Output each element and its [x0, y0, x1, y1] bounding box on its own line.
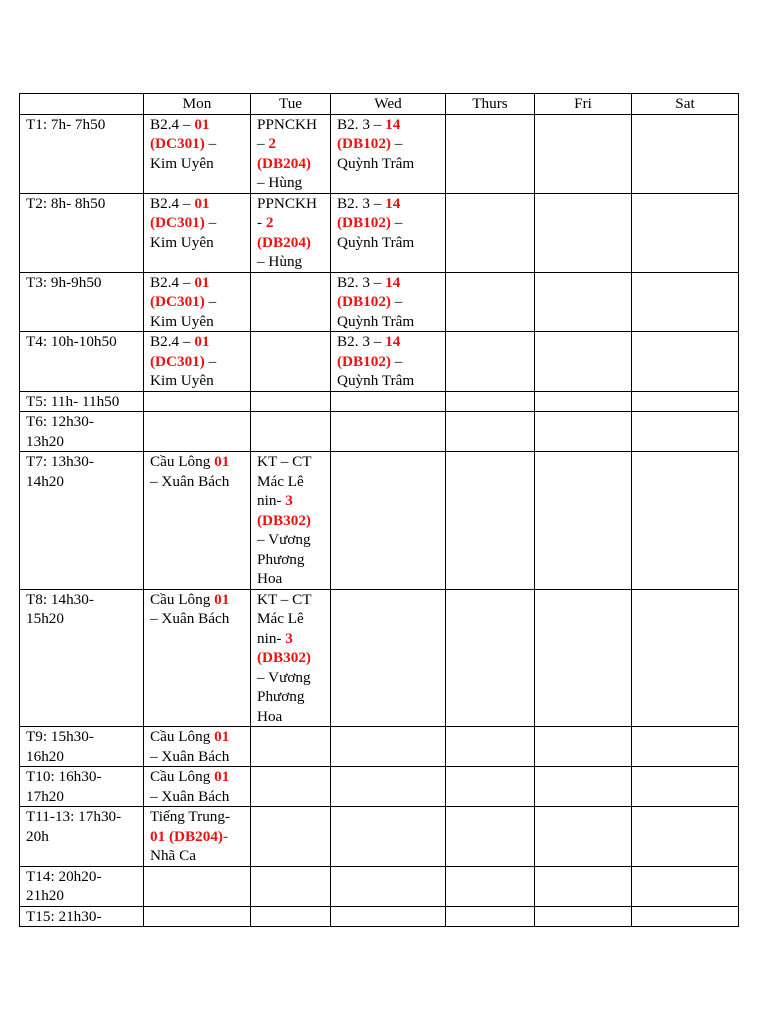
class-line [257, 472, 324, 492]
class-cell-mon [144, 332, 251, 392]
class-cell-tue [251, 114, 331, 193]
class-cell-sat [632, 807, 739, 867]
table-row [20, 332, 739, 392]
class-line [257, 173, 324, 193]
class-cell-sat [632, 391, 739, 412]
class-line [337, 312, 439, 332]
class-cell-wed [331, 727, 446, 767]
class-cell-sat [632, 767, 739, 807]
class-line [150, 472, 244, 492]
table-row [20, 727, 739, 767]
class-code: (DC301) [150, 214, 205, 231]
header-row [20, 94, 739, 115]
class-cell-fri [535, 332, 632, 392]
class-text: – [391, 293, 403, 310]
class-text: B2.4 – [150, 333, 195, 350]
class-text: Quỳnh Trâm [337, 233, 415, 251]
class-text: – [391, 352, 403, 370]
class-line [257, 550, 324, 570]
class-cell-tue [251, 412, 331, 452]
class-cell-tue [251, 906, 331, 927]
class-line [150, 332, 244, 352]
class-cell-sat [632, 866, 739, 906]
class-text: Cầu Lông [150, 768, 215, 785]
class-line [257, 648, 324, 668]
class-cell-fri [535, 412, 632, 452]
class-text: Kim Uyên [150, 372, 214, 389]
class-cell-sat [632, 589, 739, 727]
class-cell-tue [251, 452, 331, 590]
class-text: – [391, 214, 403, 231]
class-text: Quỳnh Trâm [337, 154, 415, 172]
class-cell-tue [251, 866, 331, 906]
class-code: (DC301) [150, 135, 205, 152]
class-line [257, 590, 324, 610]
class-text: B2.4 – [150, 194, 195, 212]
class-line [337, 371, 439, 391]
class-text: – Vương [257, 531, 311, 548]
class-cell-thurs [446, 412, 535, 452]
class-cell-sat [632, 906, 739, 927]
class-text: Cầu Lông [150, 728, 215, 745]
class-line [150, 590, 244, 610]
period-cell [20, 727, 144, 767]
class-cell-fri [535, 391, 632, 412]
period-cell [20, 906, 144, 927]
class-line [257, 213, 324, 233]
class-line [257, 687, 324, 707]
class-line [150, 747, 244, 767]
table-row [20, 412, 739, 452]
class-text: KT – CT [257, 590, 312, 608]
class-text: - [257, 214, 266, 231]
class-cell-mon [144, 727, 251, 767]
period-cell [20, 452, 144, 590]
table-row [20, 589, 739, 727]
class-cell-thurs [446, 727, 535, 767]
class-text: Hoa [257, 707, 283, 725]
class-text: Kim Uyên [150, 312, 214, 330]
class-cell-sat [632, 114, 739, 193]
table-row [20, 193, 739, 272]
class-line [337, 154, 439, 174]
table-row [20, 807, 739, 867]
class-cell-fri [535, 193, 632, 272]
class-code: (DB204) [257, 233, 311, 251]
class-code: 01 [214, 768, 230, 785]
class-cell-tue [251, 727, 331, 767]
class-line [337, 233, 439, 253]
class-line [150, 213, 244, 233]
class-text: – [204, 214, 217, 231]
period-label: T15: 21h30- [26, 907, 102, 925]
class-line [150, 352, 244, 372]
class-cell-thurs [446, 391, 535, 412]
class-line [337, 213, 439, 233]
class-text: Cầu Lông [150, 590, 215, 608]
class-cell-fri [535, 767, 632, 807]
class-code: 01 [194, 273, 210, 291]
class-cell-wed [331, 767, 446, 807]
class-line [150, 727, 244, 747]
class-code: (DC301) [150, 293, 205, 310]
class-text: Mác Lê [257, 472, 304, 490]
class-line [257, 452, 324, 472]
class-code: 2 [268, 135, 276, 152]
class-line [150, 312, 244, 332]
class-text: – [391, 135, 403, 152]
class-text: Kim Uyên [150, 233, 214, 251]
period-cell [20, 412, 144, 452]
class-text: Quỳnh Trâm [337, 312, 415, 330]
period-label: 17h20 [26, 787, 64, 805]
period-label: T10: 16h30- [26, 768, 102, 785]
class-cell-wed [331, 412, 446, 452]
header-wed: Wed [331, 94, 446, 115]
class-line [257, 252, 324, 272]
class-text: – Xuân Bách [150, 787, 230, 805]
class-text: B2. 3 – [337, 273, 386, 291]
class-code: 3 [285, 629, 293, 647]
class-cell-mon [144, 114, 251, 193]
class-text: Nhã Ca [150, 847, 196, 864]
class-cell-thurs [446, 767, 535, 807]
class-text: – Xuân Bách [150, 610, 230, 627]
class-cell-tue [251, 332, 331, 392]
class-cell-fri [535, 272, 632, 332]
class-code: (DB102) [337, 214, 391, 231]
class-cell-wed [331, 332, 446, 392]
class-cell-thurs [446, 866, 535, 906]
class-code: 01 [214, 728, 230, 745]
period-label: T3: 9h-9h50 [26, 273, 102, 291]
class-line [257, 530, 324, 550]
class-cell-fri [535, 866, 632, 906]
header-fri: Fri [535, 94, 632, 115]
class-cell-mon [144, 589, 251, 727]
class-code: 3 [285, 492, 293, 509]
class-text: – Hùng [257, 174, 303, 191]
period-cell [20, 332, 144, 392]
class-line [257, 115, 324, 135]
class-cell-thurs [446, 807, 535, 867]
class-line [150, 273, 244, 293]
class-text: PPNCKH [257, 115, 317, 133]
class-cell-thurs [446, 589, 535, 727]
class-text: – [204, 352, 217, 370]
class-cell-sat [632, 452, 739, 590]
class-text: Tiếng Trung- [150, 808, 231, 825]
class-cell-wed [331, 452, 446, 590]
class-text: B2. 3 – [337, 194, 386, 212]
class-code: 14 [385, 194, 401, 212]
class-line [257, 707, 324, 727]
class-line [257, 569, 324, 589]
class-text: Hoa [257, 570, 283, 587]
class-text: Kim Uyên [150, 154, 214, 172]
class-line [257, 154, 324, 174]
period-label: T7: 13h30- [26, 453, 94, 470]
class-cell-wed [331, 866, 446, 906]
period-label: T5: 11h- 11h50 [26, 392, 120, 410]
period-label: T6: 12h30- [26, 413, 94, 430]
class-code: 01 [194, 194, 210, 212]
class-line [150, 115, 244, 135]
table-row [20, 767, 739, 807]
class-line [150, 154, 244, 174]
class-cell-mon [144, 866, 251, 906]
class-code: 01 [214, 590, 230, 608]
header-mon: Mon [144, 94, 251, 115]
class-text: B2.4 – [150, 115, 195, 133]
period-label: T14: 20h20- [26, 867, 102, 885]
class-cell-tue [251, 391, 331, 412]
class-line [257, 511, 324, 531]
class-text: Phương [257, 550, 305, 568]
table-row [20, 866, 739, 906]
class-line [337, 292, 439, 312]
class-cell-mon [144, 412, 251, 452]
class-cell-thurs [446, 272, 535, 332]
class-text: – Xuân Bách [150, 747, 230, 765]
class-cell-tue [251, 589, 331, 727]
class-cell-mon [144, 767, 251, 807]
class-code: 01 [194, 333, 210, 350]
period-label: T8: 14h30- [26, 590, 94, 608]
period-label: T2: 8h- 8h50 [26, 194, 106, 212]
class-line [150, 827, 244, 847]
header-sat: Sat [632, 94, 739, 115]
class-line [150, 846, 244, 866]
class-text: Cầu Lông [150, 453, 215, 470]
class-line [150, 233, 244, 253]
class-line [257, 668, 324, 688]
period-cell [20, 193, 144, 272]
class-cell-fri [535, 589, 632, 727]
class-cell-wed [331, 272, 446, 332]
table-row [20, 272, 739, 332]
class-code: 14 [385, 115, 401, 133]
class-code: (DB302) [257, 511, 311, 529]
class-cell-fri [535, 452, 632, 590]
class-line [337, 134, 439, 154]
period-label: T11-13: 17h30- [26, 808, 122, 825]
class-line [337, 273, 439, 293]
class-line [150, 767, 244, 787]
class-code: (DB102) [337, 135, 391, 152]
class-line [337, 332, 439, 352]
class-cell-fri [535, 807, 632, 867]
class-cell-wed [331, 391, 446, 412]
timetable [19, 93, 739, 927]
class-text: nin- [257, 629, 286, 647]
class-code: 2 [265, 214, 274, 231]
class-cell-tue [251, 807, 331, 867]
class-line [257, 629, 324, 649]
period-cell [20, 866, 144, 906]
class-text: KT – CT [257, 453, 312, 470]
class-cell-thurs [446, 193, 535, 272]
class-cell-thurs [446, 114, 535, 193]
class-line [150, 787, 244, 807]
class-code: (DB102) [337, 352, 391, 370]
class-cell-thurs [446, 452, 535, 590]
class-cell-mon [144, 272, 251, 332]
class-line [257, 609, 324, 629]
period-label: T1: 7h- 7h50 [26, 115, 106, 133]
class-line [337, 352, 439, 372]
period-label: 16h20 [26, 747, 64, 765]
class-cell-mon [144, 906, 251, 927]
period-cell [20, 589, 144, 727]
class-text: Mác Lê [257, 610, 304, 627]
class-line [150, 194, 244, 214]
header-thurs: Thurs [446, 94, 535, 115]
class-cell-tue [251, 767, 331, 807]
class-line [337, 115, 439, 135]
class-text: PPNCKH [257, 194, 317, 212]
class-cell-wed [331, 906, 446, 927]
class-line [150, 609, 244, 629]
header-tue: Tue [251, 94, 331, 115]
class-text: Quỳnh Trâm [337, 372, 415, 389]
class-cell-wed [331, 807, 446, 867]
class-cell-mon [144, 807, 251, 867]
class-cell-tue [251, 193, 331, 272]
class-line [150, 452, 244, 472]
period-label: T4: 10h-10h50 [26, 333, 117, 350]
table-row [20, 391, 739, 412]
class-code: 14 [385, 273, 401, 291]
class-cell-tue [251, 272, 331, 332]
table-row [20, 906, 739, 927]
period-cell [20, 767, 144, 807]
table-row [20, 114, 739, 193]
class-code: 01 (DB204)- [150, 827, 229, 845]
class-text: B2. 3 – [337, 115, 386, 133]
class-code: (DB204) [257, 154, 311, 172]
class-line [337, 194, 439, 214]
period-label: 20h [26, 827, 49, 845]
class-text: – [204, 135, 217, 152]
class-code: (DC301) [150, 352, 205, 370]
class-text: – Xuân Bách [150, 472, 230, 490]
period-label: 21h20 [26, 887, 64, 904]
class-code: (DB302) [257, 649, 311, 666]
class-cell-sat [632, 193, 739, 272]
class-cell-thurs [446, 332, 535, 392]
class-line [150, 371, 244, 391]
class-text: nin- [257, 492, 286, 509]
class-cell-sat [632, 727, 739, 767]
class-text: Phương [257, 688, 305, 705]
class-cell-sat [632, 272, 739, 332]
class-line [257, 194, 324, 214]
class-cell-fri [535, 727, 632, 767]
class-cell-wed [331, 193, 446, 272]
class-line [150, 134, 244, 154]
class-line [150, 292, 244, 312]
class-cell-wed [331, 114, 446, 193]
class-line [257, 134, 324, 154]
period-label: T9: 15h30- [26, 728, 94, 745]
period-cell [20, 272, 144, 332]
class-line [257, 491, 324, 511]
class-text: – [257, 135, 269, 152]
class-cell-fri [535, 114, 632, 193]
header-period [20, 94, 144, 115]
class-text: – Hùng [257, 253, 303, 270]
class-cell-wed [331, 589, 446, 727]
class-text: – [204, 293, 217, 310]
class-code: 01 [194, 115, 210, 133]
class-code: 01 [214, 453, 230, 470]
period-cell [20, 807, 144, 867]
period-cell [20, 391, 144, 412]
class-cell-mon [144, 193, 251, 272]
class-cell-sat [632, 332, 739, 392]
class-text: B2.4 – [150, 273, 195, 291]
class-text: – Vương [257, 668, 311, 686]
class-cell-sat [632, 412, 739, 452]
table-row [20, 452, 739, 590]
class-code: 14 [385, 333, 401, 350]
class-line [150, 807, 244, 827]
class-line [257, 233, 324, 253]
class-cell-fri [535, 906, 632, 927]
class-cell-thurs [446, 906, 535, 927]
period-cell [20, 114, 144, 193]
timetable-body [20, 114, 739, 927]
period-label: 15h20 [26, 610, 64, 627]
period-label: 14h20 [26, 472, 64, 490]
class-cell-mon [144, 391, 251, 412]
period-label: 13h20 [26, 432, 64, 450]
class-text: B2. 3 – [337, 333, 386, 350]
class-code: (DB102) [337, 293, 391, 310]
class-cell-mon [144, 452, 251, 590]
